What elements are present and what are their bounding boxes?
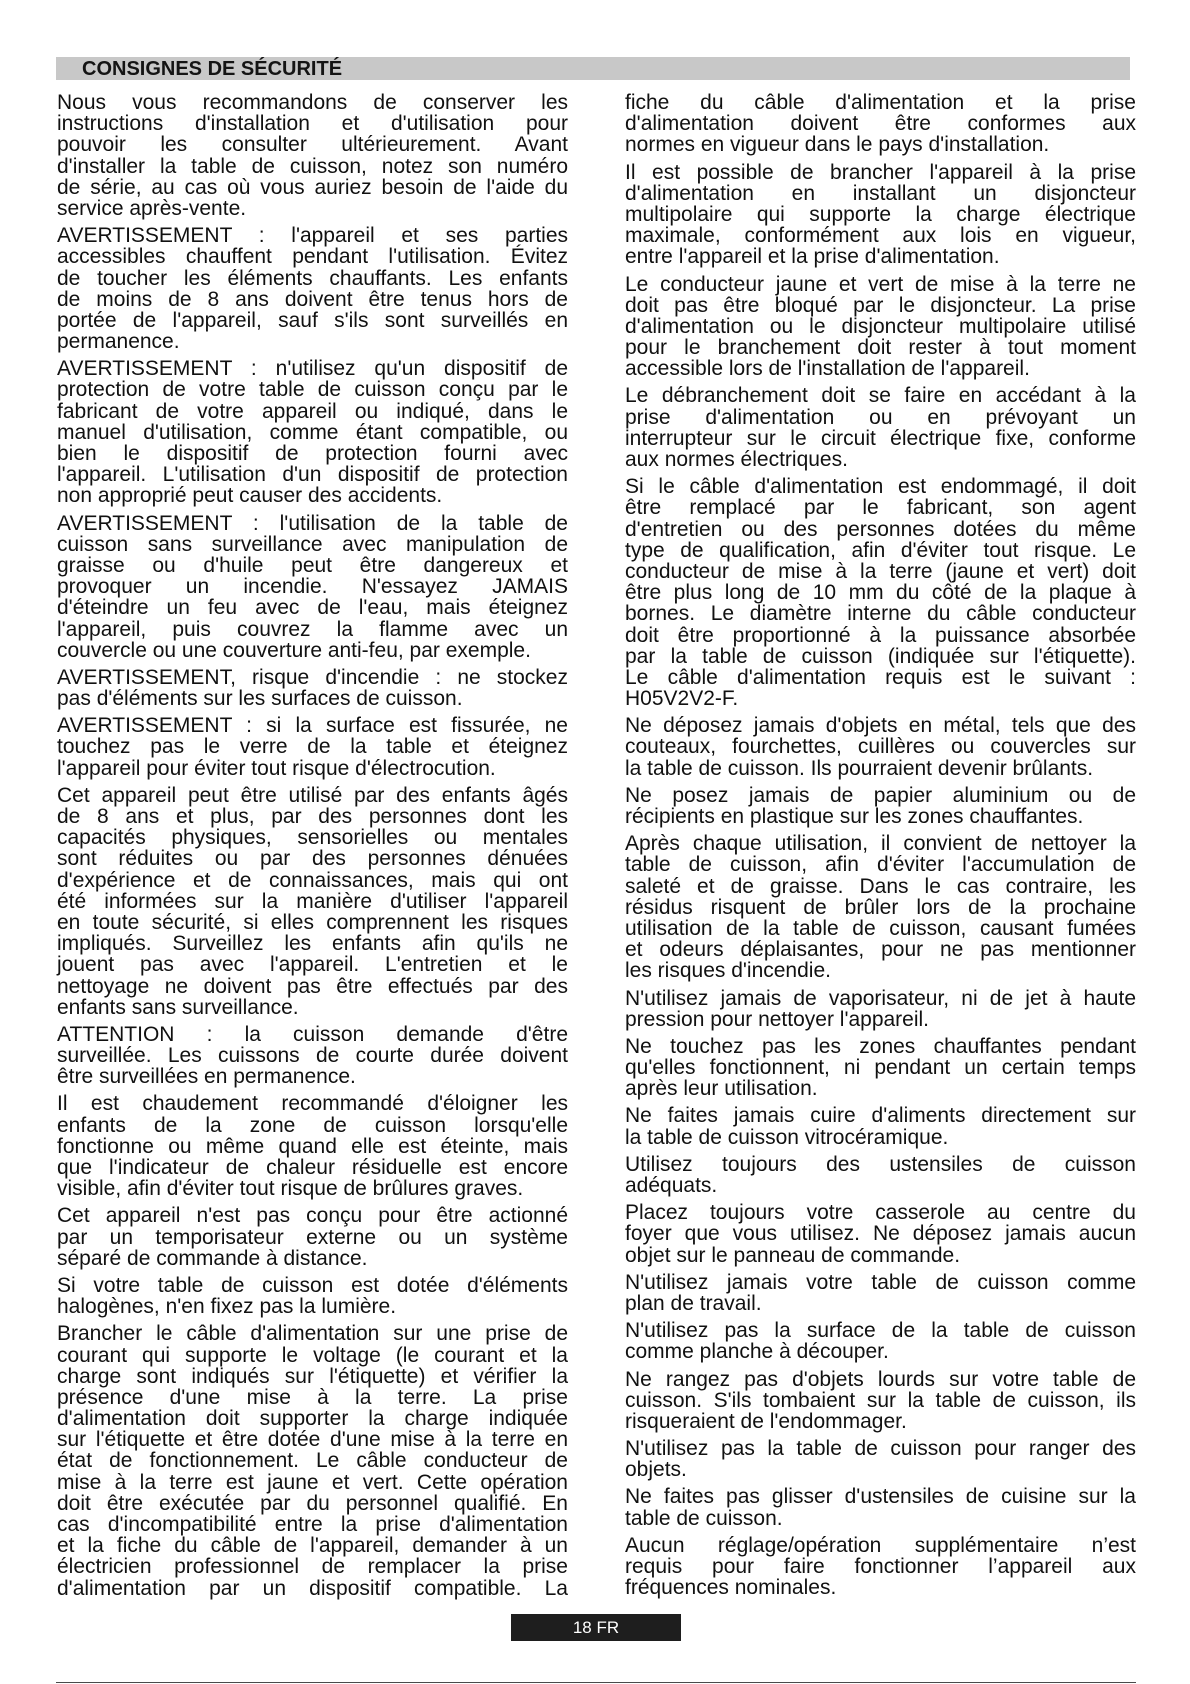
text-line: N'utilisez pas la surface de la table de cuisson (625, 1319, 1136, 1343)
footer-rule (56, 1682, 1136, 1683)
text-line: d'alimentation ou le disjoncteur multipolaire utilisé (625, 314, 1136, 338)
text-line: Le conducteur jaune et vert de mise à la terre ne (625, 272, 1136, 296)
safety-paragraph (57, 1323, 568, 1598)
text-line: Ne posez jamais de papier aluminium ou de (625, 783, 1136, 807)
text-line: surveillée. Les cuissons de courte durée doivent (57, 1044, 568, 1068)
text-line: N'utilisez jamais de vaporisateur, ni de jet à haute (625, 986, 1136, 1010)
text-line: la table de cuisson. Ils pourraient devenir brûlants. (625, 756, 1094, 780)
text-line: interrupteur sur le circuit électrique fixe, conforme (625, 426, 1136, 450)
text-line: de série, au cas où vous auriez besoin de l'aide du (57, 175, 568, 199)
text-line: état de fonctionnement. Le câble conducteur de (57, 1449, 568, 1473)
text-line: d'expérience et de connaissances, mais qui ont (57, 868, 568, 892)
page-number-box (511, 1614, 681, 1641)
text-line: capacités physiques, sensorielles ou mentales (57, 826, 568, 850)
safety-paragraph (625, 833, 1136, 981)
text-line: nettoyage ne doivent pas être effectués par des (57, 974, 568, 998)
safety-paragraph (625, 385, 1136, 470)
text-line: Utilisez toujours des ustensiles de cuisson (625, 1152, 1136, 1176)
text-line: table de cuisson, afin d'éviter l'accumulation de (625, 853, 1136, 877)
text-line: d'alimentation doit supporter la charge indiquée (57, 1407, 568, 1431)
safety-paragraph (57, 358, 568, 506)
text-line: multipolaire qui supporte la charge électrique (625, 202, 1136, 226)
text-line: AVERTISSEMENT : l'utilisation de la table de (57, 511, 568, 535)
text-line: qu'elles fonctionnent, ni pendant un certain temps (625, 1056, 1136, 1080)
text-line: de 8 ans et plus, par des personnes dont les (57, 805, 568, 828)
text-line: visible, afin d'éviter tout risque de brûlures graves. (57, 1177, 524, 1201)
safety-paragraph (57, 513, 568, 661)
safety-paragraph (625, 1320, 1136, 1362)
text-line: Ne rangez pas d'objets lourds sur votre table de (625, 1367, 1136, 1391)
text-line: accessibles chauffent pendant l'utilisation. Évitez (57, 245, 568, 269)
text-line: service après-vente. (57, 196, 247, 220)
text-line: Brancher le câble d'alimentation sur une prise de (57, 1322, 568, 1346)
text-line: foyer que vous utilisez. Ne déposez jamais aucun (625, 1222, 1136, 1246)
text-line: Il est chaudement recommandé d'éloigner les (57, 1092, 568, 1116)
text-line: manuel d'utilisation, comme étant compatible, ou (57, 420, 568, 444)
text-line: prise d'alimentation ou en prévoyant un (625, 405, 1136, 429)
text-line: touchez pas le verre de la table et éteignez (57, 735, 568, 759)
safety-paragraph (57, 1205, 568, 1269)
text-line: couteaux, fourchettes, cuillères ou couvercles sur (625, 735, 1136, 759)
text-line: Nous vous recommandons de conserver les (57, 91, 568, 114)
text-line: provoquer un incendie. N'essayez JAMAIS (57, 575, 568, 599)
text-line: après leur utilisation. (625, 1077, 818, 1101)
text-line: et odeurs déplaisantes, pour ne pas mentionner (625, 938, 1136, 962)
safety-paragraph (625, 274, 1136, 380)
text-line: Cet appareil peut être utilisé par des enfants âgés (57, 783, 568, 807)
text-line: jouent pas avec l'appareil. L'entretien et le (57, 953, 568, 977)
text-line: Après chaque utilisation, il convient de nettoyer la (625, 832, 1136, 856)
text-line: type de qualification, afin d'éviter tout risque. Le (625, 538, 1136, 562)
section-title: CONSIGNES DE SÉCURITÉ (82, 58, 343, 80)
text-line: normes en vigueur dans le pays d'installation. (625, 133, 1050, 157)
text-line: par un temporisateur externe ou un système (57, 1225, 568, 1249)
safety-paragraph (625, 988, 1136, 1030)
text-line: risqueraient de l'endommager. (625, 1409, 907, 1433)
text-line: AVERTISSEMENT, risque d'incendie : ne stockez (57, 665, 568, 689)
safety-paragraph (57, 667, 568, 709)
text-line: comme planche à découper. (625, 1340, 889, 1364)
text-line: portée de l'appareil, sauf s'ils sont surveillés en (57, 308, 568, 332)
safety-paragraph (57, 715, 568, 779)
text-line: table de cuisson. (625, 1506, 783, 1530)
text-line: courant qui supporte le voltage (le courant et la (57, 1343, 568, 1367)
text-line: aux normes électriques. (625, 448, 848, 471)
text-line: Si le câble d'alimentation est endommagé, il doit (625, 475, 1136, 499)
safety-paragraph (57, 1275, 568, 1317)
text-line: Ne déposez jamais d'objets en métal, tels que des (625, 714, 1136, 738)
text-line: les risques d'incendie. (625, 959, 831, 983)
safety-paragraph (625, 1535, 1136, 1599)
text-line: sur l'étiquette et être dotée d'une mise à la terre en (57, 1428, 568, 1452)
text-line: mise à la terre est jaune et vert. Cette opération (57, 1470, 568, 1494)
safety-paragraph (625, 1369, 1136, 1433)
text-line: AVERTISSEMENT : l'appareil et ses parties (57, 224, 568, 248)
text-line: d'alimentation doivent être conformes aux (625, 112, 1136, 136)
safety-paragraph (57, 785, 568, 1018)
text-line: bien le dispositif de protection fourni avec (57, 442, 568, 465)
text-line: Aucun réglage/opération supplémentaire n’est (625, 1533, 1136, 1557)
text-line: être remplacé par le fabricant, son agent (625, 496, 1136, 520)
left-text-column (57, 92, 568, 1605)
text-line: sont réduites ou par des personnes dénuées (57, 847, 568, 871)
text-line: N'utilisez pas la table de cuisson pour ranger des (625, 1437, 1136, 1461)
text-line: bornes. Le diamètre interne du câble conducteur (625, 602, 1136, 626)
text-line: permanence. (57, 330, 180, 354)
text-line: cuisson. S'ils tombaient sur la table de cuisson, ils (625, 1388, 1136, 1412)
text-line: enfants sans surveillance. (57, 995, 299, 1019)
text-line: en toute sécurité, si elles comprennent les risques (57, 910, 568, 934)
text-line: cas d'incompatibilité entre la prise d'alimentation (57, 1513, 568, 1536)
safety-paragraph (625, 1036, 1136, 1100)
text-line: couvercle ou une couverture anti-feu, par exemple. (57, 638, 531, 662)
safety-paragraph (625, 715, 1136, 779)
text-line: charge sont indiqués sur l'étiquette) et vérifier la (57, 1364, 568, 1388)
safety-paragraph (57, 1093, 568, 1199)
text-line: pouvoir les consulter ultérieurement. Avant (57, 133, 568, 157)
text-line: d'entretien ou des personnes dotées du même (625, 517, 1136, 541)
text-line: fonctionne ou même quand elle est éteinte, mais (57, 1134, 568, 1158)
text-line: que l'indicateur de chaleur résiduelle est encore (57, 1156, 568, 1179)
text-line: N'utilisez jamais votre table de cuisson comme (625, 1270, 1136, 1294)
text-line: ATTENTION : la cuisson demande d'être (57, 1022, 568, 1046)
text-line: l'appareil pour éviter tout risque d'électrocution. (57, 756, 496, 780)
text-line: résidus risquent de brûler lors de la prochaine (625, 895, 1136, 919)
text-line: être surveillées en permanence. (57, 1065, 356, 1089)
text-line: l'appareil, puis couvrez la flamme avec un (57, 617, 568, 641)
text-line: cuisson sans surveillance avec manipulation de (57, 532, 568, 556)
safety-paragraph (625, 1154, 1136, 1196)
text-line: Ne faites pas glisser d'ustensiles de cuisine sur la (625, 1485, 1136, 1509)
text-line: l'appareil. L'utilisation d'un dispositif de protection (57, 463, 568, 487)
text-line: fréquences nominales. (625, 1576, 837, 1600)
text-line: halogènes, n'en fixez pas la lumière. (57, 1295, 397, 1319)
text-line: pour le branchement doit rester à tout moment (625, 336, 1136, 360)
text-line: d'installer la table de cuisson, notez son numéro (57, 154, 568, 178)
text-line: Placez toujours votre casserole au centre du (625, 1201, 1136, 1225)
text-line: Cet appareil n'est pas conçu pour être actionné (57, 1204, 568, 1228)
text-line: entre l'appareil et la prise d'alimentation. (625, 245, 1000, 269)
safety-paragraph (57, 225, 568, 352)
safety-paragraph (57, 92, 568, 219)
page-number: 18 FR (572, 1618, 620, 1637)
safety-paragraph (625, 92, 1136, 156)
text-line: pas d'éléments sur les surfaces de cuisson. (57, 687, 463, 711)
text-line: saleté et de graisse. Dans le cas contraire, les (625, 874, 1136, 898)
safety-paragraph (625, 1272, 1136, 1314)
text-line: d'éteindre un feu avec de l'eau, mais éteignez (57, 596, 568, 620)
text-line: doit être exécutée par du personnel qualifié. En (57, 1491, 568, 1515)
text-line: requis pour faire fonctionner l’appareil aux (625, 1555, 1136, 1578)
text-line: électricien professionnel de remplacer la prise (57, 1555, 568, 1579)
text-line: utilisation de la table de cuisson, causant fumées (625, 916, 1136, 940)
text-line: enfants de la zone de cuisson lorsqu'elle (57, 1113, 568, 1137)
text-line: Il est possible de brancher l'appareil à la prise (625, 160, 1136, 184)
text-line: Si votre table de cuisson est dotée d'éléments (57, 1273, 568, 1297)
text-line: H05V2V2-F. (625, 687, 739, 711)
text-line: d'alimentation par un dispositif compatible. La (57, 1576, 568, 1600)
safety-paragraph (625, 162, 1136, 268)
text-line: par la table de cuisson (indiquée sur l'étiquette). (625, 644, 1136, 668)
text-line: présence d'une mise à la terre. La prise (57, 1385, 568, 1409)
text-line: et la fiche du câble de l'appareil, demander à un (57, 1534, 568, 1558)
text-line: doit pas être bloqué par le disjoncteur. La prise (625, 293, 1136, 317)
text-line: objet sur le panneau de commande. (625, 1243, 961, 1267)
text-line: être plus long de 10 mm du côté de la plaque à (625, 581, 1136, 605)
text-line: non approprié peut causer des accidents. (57, 484, 443, 508)
text-line: fabricant de votre appareil ou indiqué, dans le (57, 399, 568, 423)
safety-paragraph (625, 476, 1136, 709)
text-line: accessible lors de l'installation de l'appareil. (625, 357, 1030, 381)
text-line: Le câble d'alimentation requis est le suivant : (625, 665, 1136, 689)
text-line: la table de cuisson vitrocéramique. (625, 1125, 949, 1149)
text-line: récipients en plastique sur les zones chauffantes. (625, 805, 1084, 828)
text-line: impliqués. Surveillez les enfants afin qu'ils ne (57, 932, 568, 956)
text-line: plan de travail. (625, 1291, 762, 1315)
text-line: de moins de 8 ans doivent être tenus hors de (57, 287, 568, 311)
safety-paragraph (625, 1202, 1136, 1266)
text-line: AVERTISSEMENT : n'utilisez qu'un dispositif de (57, 357, 568, 381)
text-line: graisse ou d'huile peut être dangereux et (57, 553, 568, 577)
safety-paragraph (625, 1105, 1136, 1147)
text-line: été informées sur la manière d'utiliser l'appareil (57, 889, 568, 913)
text-line: Ne faites jamais cuire d'aliments directement sur (625, 1104, 1136, 1128)
text-line: AVERTISSEMENT : si la surface est fissurée, ne (57, 714, 568, 738)
right-text-column (625, 92, 1136, 1604)
text-line: adéquats. (625, 1174, 718, 1197)
text-line: de toucher les éléments chauffants. Les enfants (57, 266, 568, 290)
text-line: d'alimentation en installant un disjoncteur (625, 181, 1136, 205)
safety-paragraph (625, 785, 1136, 827)
text-line: Le débranchement doit se faire en accédant à la (625, 384, 1136, 408)
text-line: objets. (625, 1458, 687, 1482)
text-line: instructions d'installation et d'utilisation pour (57, 112, 568, 136)
text-line: Ne touchez pas les zones chauffantes pendant (625, 1034, 1136, 1058)
safety-paragraph (625, 1486, 1136, 1528)
text-line: maximale, conformément aux lois en vigueur, (625, 224, 1136, 248)
text-line: pression pour nettoyer l'appareil. (625, 1007, 930, 1031)
text-line: séparé de commande à distance. (57, 1246, 368, 1270)
text-line: protection de votre table de cuisson conçu par le (57, 378, 568, 402)
section-header-bar (56, 57, 1130, 80)
text-line: doit être proportionné à la puissance absorbée (625, 623, 1136, 647)
text-line: fiche du câble d'alimentation et la prise (625, 91, 1136, 114)
safety-paragraph (625, 1438, 1136, 1480)
text-line: conducteur de mise à la terre (jaune et vert) doit (625, 559, 1136, 583)
safety-paragraph (57, 1024, 568, 1088)
